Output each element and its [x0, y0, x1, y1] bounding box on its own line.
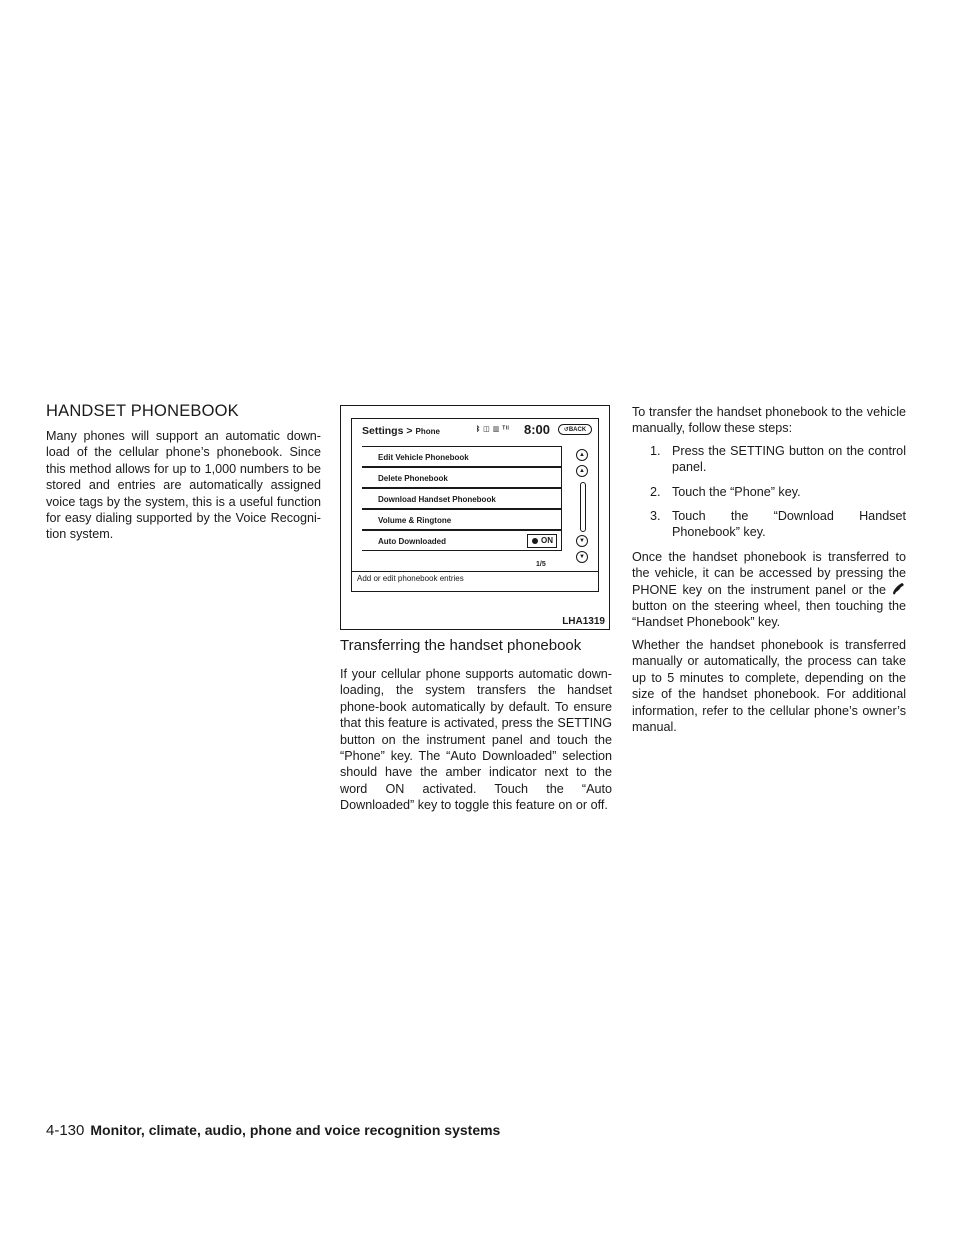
- paragraph: Many phones will support an automatic down-load of the cellular phone’s phonebook. Since this method allows for up to 1,000 numbers to be stored and entries are automatically assigned voice tags by the system, this is a useful function for easy dialing supported by the Voice Recogni-tion system.: [46, 429, 321, 542]
- on-toggle: ON: [527, 534, 557, 548]
- screen-hint: Add or edit phonebook entries: [357, 574, 464, 583]
- page-indicator: 1/5: [536, 561, 546, 568]
- list-item: 3. Touch the “Download Handset Phonebook” key.: [650, 509, 906, 540]
- section-title: HANDSET PHONEBOOK: [46, 402, 239, 420]
- paragraph: Once the handset phonebook is transferred to the vehicle, it can be accessed by pressing the PHONE key on the instrument panel or the button on the steering wheel, then touching the “Handset Phonebook” key.: [632, 549, 906, 630]
- page-number: 4-130: [46, 1122, 85, 1139]
- figure-label: LHA1319: [562, 616, 605, 627]
- list-item: 2. Touch the “Phone” key.: [650, 484, 801, 499]
- chapter-title: Monitor, climate, audio, phone and voice recognition systems: [90, 1122, 501, 1138]
- phone-icon: [892, 582, 906, 596]
- column-right: [632, 404, 906, 741]
- page-footer: [46, 1122, 500, 1139]
- scroll-down-icon: ▼: [576, 535, 588, 547]
- screen-illustration: [351, 418, 599, 592]
- menu-item-volume-ringtone: Volume & Ringtone: [362, 509, 562, 530]
- screen-title: Settings > Phone: [362, 425, 440, 437]
- screen-clock: 8:00: [524, 422, 551, 437]
- menu-item-edit-vehicle-phonebook: Edit Vehicle Phonebook: [362, 446, 562, 467]
- figure: [340, 405, 610, 630]
- subsection-heading: Transferring the handset phonebook: [340, 637, 582, 654]
- scroll-up-icon: ▲: [576, 465, 588, 477]
- screen-subtitle: Phone: [415, 427, 440, 436]
- menu-item-auto-downloaded: Auto Downloaded ON: [362, 530, 562, 551]
- back-button: ↺BACK: [558, 424, 592, 435]
- scroll-top-icon: ▲: [576, 449, 588, 461]
- column-middle: [340, 636, 612, 820]
- paragraph-intro: To transfer the handset phonebook to the vehicle manually, follow these steps:: [632, 405, 906, 436]
- menu-item-download-handset-phonebook: Download Handset Phonebook: [362, 488, 562, 509]
- scroll-track: [580, 482, 586, 532]
- scroll-bottom-icon: ▼: [576, 551, 588, 563]
- screen-divider: [352, 571, 598, 572]
- paragraph: Whether the handset phonebook is transferred manually or automatically, the process can take up to 5 minutes to complete, depending on the size of the handset phonebook. For additional information, refer to the cellular phone’s owner’s manual.: [632, 637, 906, 734]
- paragraph: If your cellular phone supports automatic down-loading, the system transfers the handset phone-book automatically by default. To ensure that this feature is activated, press the SETTING button on the instrument panel and touch the “Phone” key. The “Auto Downloaded” selection should have the amber indicator next to the word ON activated. Touch the “Auto Downloaded” key to toggle this feature on or off.: [340, 667, 612, 813]
- status-icons: ᛒ ◫ ▥ ᵀᴵᴵ: [476, 426, 510, 433]
- column-left: [46, 400, 321, 549]
- steps-list: [632, 443, 906, 541]
- menu-item-delete-phonebook: Delete Phonebook: [362, 467, 562, 488]
- indicator-dot-icon: [532, 538, 538, 544]
- list-item: 1. Press the SETTING button on the control panel.: [650, 443, 906, 475]
